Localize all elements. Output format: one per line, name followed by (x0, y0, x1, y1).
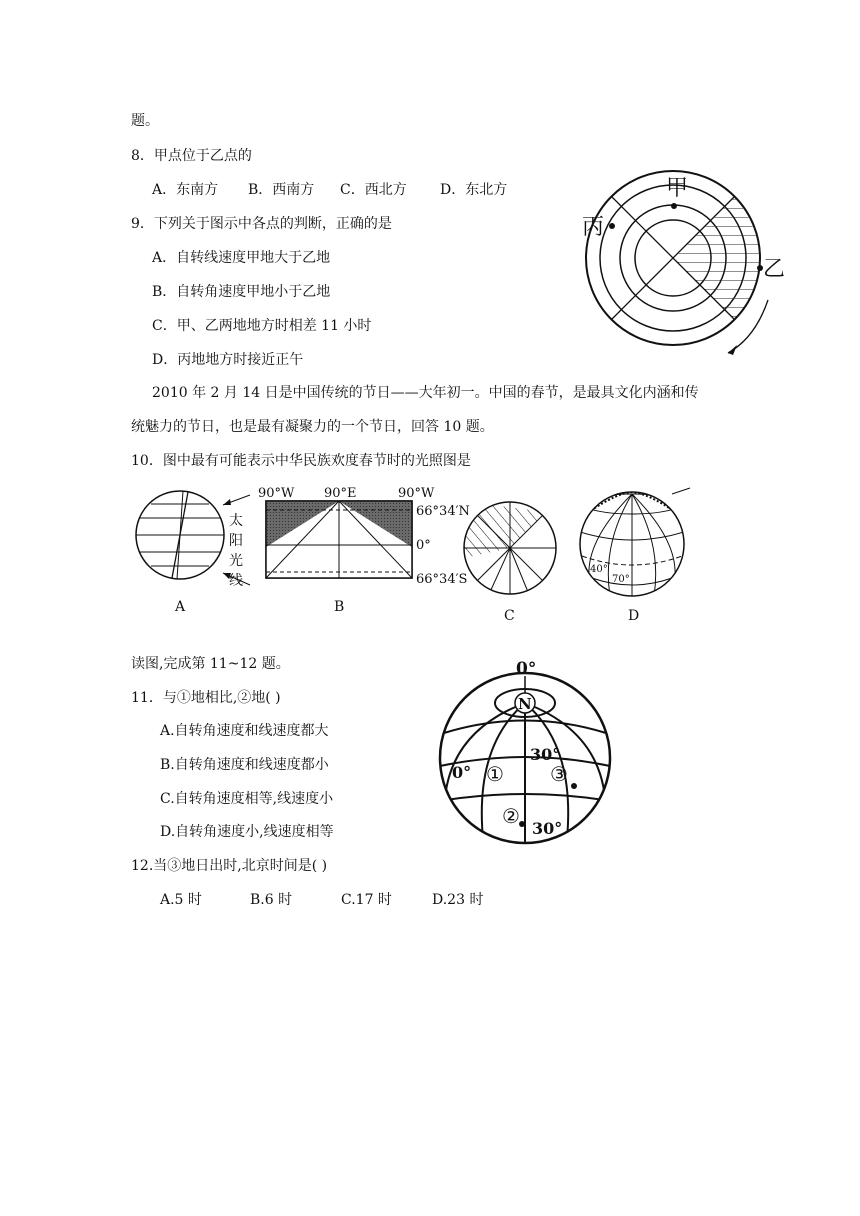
intro2: 读图,完成第 11~12 题。 (131, 656, 290, 672)
intro-tail: 题。 (131, 113, 159, 129)
q11-option-a: A.自转角速度和线速度都大 (160, 723, 329, 739)
sun-text-1: 太 (229, 513, 243, 529)
q11-option-b: B.自转角速度和线速度都小 (160, 757, 329, 773)
q12-option-c: C.17 时 (341, 892, 392, 908)
figure-option-a (135, 485, 255, 615)
q8-stem: 8．甲点位于乙点的 (131, 148, 252, 164)
globe-bottom-30: 30° (532, 819, 563, 838)
caption-d: D (628, 608, 640, 624)
label-yi: 乙 (763, 257, 786, 282)
globe-pole-n: N (518, 695, 532, 713)
caption-c: C (504, 608, 515, 624)
figure-polar-view (560, 168, 800, 368)
q11-option-c: C.自转角速度相等,线速度小 (160, 791, 334, 807)
label-bing: 丙 (582, 215, 605, 240)
b-right-label-eq: 0° (416, 538, 431, 553)
q9-stem: 9．下列关于图示中各点的判断，正确的是 (131, 216, 392, 232)
b-right-label-s: 66°34′S (416, 572, 468, 587)
b-right-label-n: 66°34′N (416, 504, 470, 519)
globe-lat-30: 30° (530, 745, 561, 764)
q12-stem: 12.当③地日出时,北京时间是( ) (131, 858, 328, 874)
passage-line-2: 统魅力的节日，也是最有凝聚力的一个节日，回答 10 题。 (131, 419, 494, 435)
q12-option-d: D.23 时 (432, 892, 484, 908)
b-top-label-3: 90°W (398, 486, 435, 501)
q9-option-a: A．自转线速度甲地大于乙地 (152, 250, 331, 266)
sun-text-4: 线 (229, 573, 243, 589)
caption-a: A (175, 599, 186, 615)
sun-text-2: 阳 (229, 533, 243, 549)
q11-stem: 11．与①地相比,②地( ) (131, 690, 281, 706)
q10-stem: 10．图中最有可能表示中华民族欢度春节时的光照图是 (131, 453, 471, 469)
figure-option-b (258, 485, 488, 615)
q12-option-b: B.6 时 (250, 892, 293, 908)
d-label-70: 70° (612, 574, 630, 585)
sun-text-3: 光 (229, 553, 243, 569)
figure-globe (432, 648, 632, 848)
q11-option-d: D.自转角速度小,线速度相等 (160, 824, 334, 840)
globe-point-1: ① (486, 762, 504, 786)
q9-option-b: B．自转角速度甲地小于乙地 (152, 284, 331, 300)
globe-left-0: 0° (452, 763, 472, 782)
q8-option-a: A．东南方 (152, 182, 219, 198)
q8-option-d: D．东北方 (440, 182, 508, 198)
figure-option-c (460, 492, 570, 622)
q8-option-b: B．西南方 (248, 182, 315, 198)
q9-option-c: C．甲、乙两地地方时相差 11 小时 (152, 318, 372, 334)
passage-line-1: 2010 年 2 月 14 日是中国传统的节日——大年初一。中国的春节，是最具文化内涵和传 (152, 385, 699, 401)
caption-b: B (334, 599, 345, 615)
b-top-label-2: 90°E (324, 486, 357, 501)
d-label-40: 40° (590, 564, 608, 575)
label-jia: 甲 (666, 176, 689, 201)
figure-option-d (572, 484, 692, 624)
q8-option-c: C．西北方 (340, 182, 407, 198)
globe-point-2: ② (502, 804, 520, 828)
globe-point-3: ③ (550, 762, 568, 786)
q9-option-d: D．丙地地方时接近正午 (152, 352, 304, 368)
b-top-label-1: 90°W (258, 486, 295, 501)
globe-top-0: 0° (516, 659, 537, 679)
q12-option-a: A.5 时 (160, 892, 202, 908)
